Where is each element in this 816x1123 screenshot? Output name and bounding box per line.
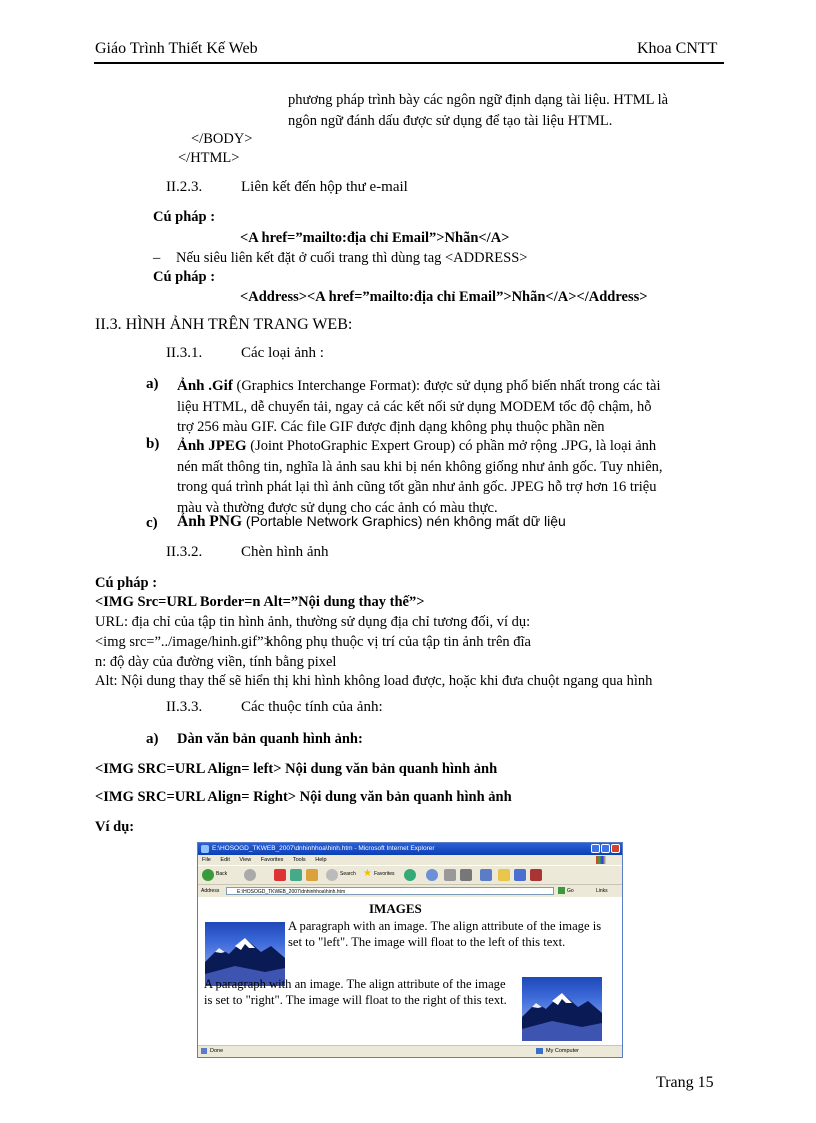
header-title: Giáo Trình Thiết Kế Web (95, 40, 258, 57)
print-icon[interactable] (460, 869, 472, 881)
mail-icon[interactable] (444, 869, 456, 881)
section-233-title: Các thuộc tính của ảnh: (241, 699, 383, 715)
browser-titlebar: E:\HOSOGD_TKWEB_2007\dnhinhhoa\hinh.htm - Microsoft Internet Explorer (198, 843, 622, 855)
syntax-label: Cú pháp : (153, 269, 216, 285)
search-icon[interactable] (326, 869, 338, 881)
media-icon[interactable] (404, 869, 416, 881)
mountain-image-right (522, 977, 602, 1041)
text-wrap-title: Dàn văn bản quanh hình ảnh: (177, 731, 363, 747)
browser-addressbar (198, 884, 622, 897)
ie-icon (201, 845, 209, 853)
search-label[interactable]: Search (340, 871, 356, 877)
list-marker-a: a) (146, 731, 159, 747)
browser-content (198, 897, 620, 1045)
border-description: n: độ dày của đường viền, tính bằng pixel (95, 654, 337, 670)
img-example-note: không phụ thuộc vị trí của tập tin ảnh trên đĩa (266, 634, 531, 650)
list-item-gif: Ảnh .Gif (Graphics Interchange Format): được sử dụng phổ biến nhất trong các tài liệu HTML, dễ chuyển tải, ngay cả các kết nối sử dụng MODEM tốc độ chậm, hỗ trợ 256 màu GIF. Các file GIF được định dạng không phụ thuộc phần nền (177, 378, 661, 435)
browser-screenshot (197, 842, 623, 1058)
refresh-icon[interactable] (290, 869, 302, 881)
close-icon[interactable] (611, 844, 620, 853)
header-department: Khoa CNTT (637, 40, 718, 57)
stop-icon[interactable] (274, 869, 286, 881)
img-syntax: <IMG Src=URL Border=n Alt=”Nội dung thay thế”> (95, 594, 425, 610)
page-heading: IMAGES (369, 901, 422, 916)
computer-icon (536, 1048, 543, 1054)
paragraph-align-left: A paragraph with an image. The align attribute of the image is set to "left". The image will float to the left of this text. (288, 919, 602, 949)
code-html-close: </HTML> (178, 150, 240, 166)
section-223-number: II.2.3. (166, 179, 203, 195)
align-right-code: <IMG SRC=URL Align= Right> Nội dung văn bản quanh hình ảnh (95, 789, 512, 805)
minimize-icon[interactable] (591, 844, 600, 853)
list-marker-a: a) (146, 376, 159, 392)
go-button[interactable]: Go (567, 888, 574, 894)
forward-icon[interactable] (244, 869, 256, 881)
browser-menubar (198, 855, 622, 865)
address-label: Address (201, 888, 220, 894)
address-syntax: <Address><A href=”mailto:địa chỉ Email”>Nhãn</A></Address> (240, 289, 648, 305)
status-text: Done (210, 1048, 224, 1054)
intro-paragraph: phương pháp trình bày các ngôn ngữ định dạng tài liệu. HTML là ngôn ngữ đánh dấu được sử dụng để tạo tài liệu HTML. (288, 92, 669, 129)
favorites-label[interactable]: Favorites (374, 871, 395, 877)
section-231-number: II.3.1. (166, 345, 203, 361)
edit-icon[interactable] (480, 869, 492, 881)
menu-view[interactable]: View (239, 857, 252, 863)
address-note: Nếu siêu liên kết đặt ở cuối trang thì dùng tag <ADDRESS> (176, 250, 528, 266)
address-input[interactable]: E:\HOSOGD_TKWEB_2007\dnhinhhoa\hinh.htm (226, 887, 554, 895)
browser-statusbar (198, 1045, 622, 1057)
list-item-png: Ảnh PNG (Portable Network Graphics) nén không mất dữ liệu (177, 513, 566, 530)
favorites-icon[interactable]: ★ (363, 868, 372, 879)
go-icon[interactable] (558, 887, 565, 894)
section-223-title: Liên kết đến hộp thư e-mail (241, 179, 408, 195)
note-dash: – (153, 250, 161, 266)
menu-file[interactable]: File (202, 857, 211, 863)
home-icon[interactable] (306, 869, 318, 881)
list-marker-b: b) (146, 436, 160, 452)
section-232-number: II.3.2. (166, 544, 203, 560)
paragraph-align-right: A paragraph with an image. The align attribute of the image is set to "right". The image will float to the right of this text. (204, 977, 507, 1007)
list-item-jpeg: Ảnh JPEG (Joint PhotoGraphic Expert Group) có phần mở rộng .JPG, là loại ảnh nén mất thông tin, nghĩa là ảnh sau khi bị nén không giống như ảnh gốc. Tuy nhiên, trong quá trình phát lại thì ảnh cũng tốt gần như ảnh gốc. JPEG hỗ trợ hơn 16 triệu màu và thường được sử dụng cho các ảnh có màu thực. (177, 438, 663, 516)
syntax-label: Cú pháp : (95, 575, 158, 591)
code-body-close: </BODY> (191, 131, 253, 147)
maximize-icon[interactable] (601, 844, 610, 853)
links-label[interactable]: Links (596, 888, 608, 894)
alt-description: Alt: Nội dung thay thế sẽ hiển thị khi hình không load được, hoặc khi đưa chuột ngang qua hình (95, 673, 653, 689)
align-left-code: <IMG SRC=URL Align= left> Nội dung văn bản quanh hình ảnh (95, 761, 498, 777)
header-rule (94, 62, 724, 64)
img-example-code: <img src=”../image/hinh.gif”> (95, 634, 272, 650)
section-233-number: II.3.3. (166, 699, 203, 715)
url-description: URL: địa chỉ của tập tin hình ảnh, thường sử dụng địa chỉ tương đối, ví dụ: (95, 614, 531, 630)
mailto-syntax: <A href=”mailto:địa chỉ Email”>Nhãn</A> (240, 230, 510, 246)
section-232-title: Chèn hình ảnh (241, 544, 329, 560)
research-icon[interactable] (530, 869, 542, 881)
syntax-label: Cú pháp : (153, 209, 216, 225)
section-231-title: Các loại ảnh : (241, 345, 324, 361)
page-icon (201, 1048, 207, 1054)
menu-tools[interactable]: Tools (292, 857, 306, 863)
page-number: Trang 15 (656, 1074, 714, 1091)
zone-text: My Computer (546, 1048, 580, 1054)
menu-edit[interactable]: Edit (220, 857, 230, 863)
example-label: Ví dụ: (95, 819, 135, 835)
messenger-icon[interactable] (514, 869, 526, 881)
menu-favorites[interactable]: Favorites (260, 857, 284, 863)
menu-help[interactable]: Help (315, 857, 327, 863)
back-label: Back (216, 871, 228, 877)
list-marker-c: c) (146, 515, 158, 531)
history-icon[interactable] (426, 869, 438, 881)
section-23-title: II.3. HÌNH ẢNH TRÊN TRANG WEB: (95, 316, 353, 333)
folder-icon[interactable] (498, 869, 510, 881)
back-icon[interactable] (202, 869, 214, 881)
browser-toolbar (198, 865, 622, 884)
windows-logo-icon (596, 856, 606, 864)
